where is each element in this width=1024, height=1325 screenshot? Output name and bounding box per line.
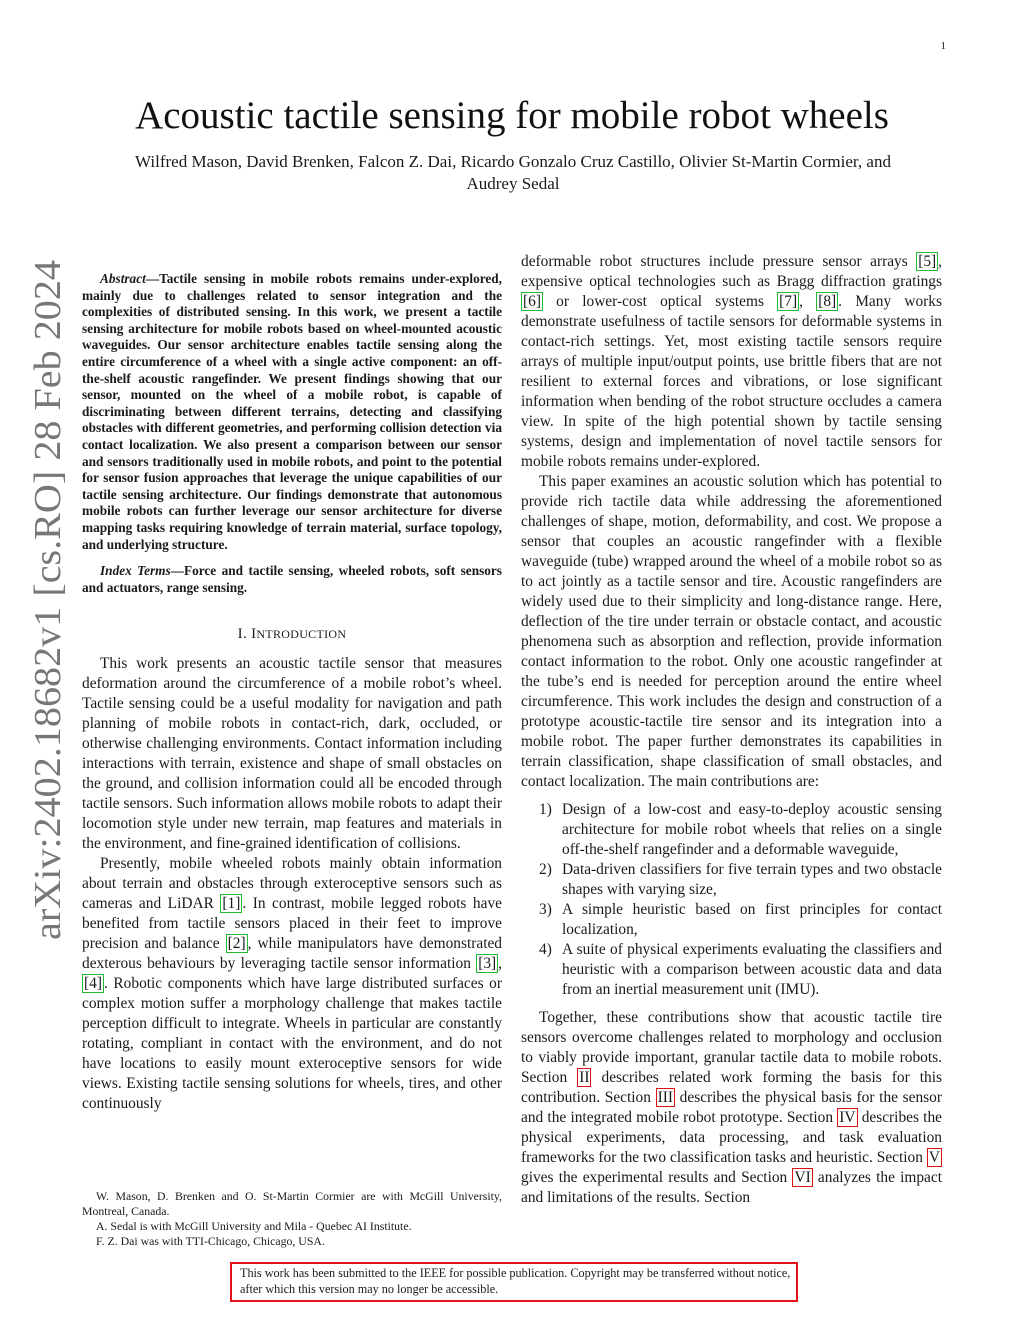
arxiv-stamp-text: arXiv:2402.18682v1 [cs.RO] 28 Feb 2024 (27, 296, 69, 940)
section-link[interactable]: VI (794, 1169, 811, 1186)
section-heading-introduction: I. INTRODUCTION (237, 626, 347, 643)
list-item: 4) A suite of physical experiments evaluating the classifiers and heuristic with a comparison between acoustic data and data from an inertial measurement unit (IMU). (539, 941, 942, 998)
abstract-text: —Tactile sensing in mobile robots remains under-explored, mainly due to challenges related to sensor integration and the complexities of distributed sensing. In this work, we present a tactile sensing architecture for mobile robots based on wheel-mounted acoustic waveguides. Our sensor architecture enables tactile sensing along the entire circumference of a wheel with a single active component: an off-the-shelf acoustic rangefinder. We present findings showing that our sensor, mounted on the wheel of a mobile robot, is capable of discriminating between different terrains, detecting and classifying obstacles with different geometries, and performing collision detection via contact localization. We also present a comparison between our sensor and sensors traditionally used in mobile robots, and point to the potential for sensor fusion approaches that leverage the unique capabilities of our tactile sensing architecture. Our findings demonstrate that autonomous mobile robots can further leverage our sensor architecture for diverse mapping tasks requiring knowledge of terrain material, surface topology, and underlying structure. (82, 271, 502, 552)
footnote: F. Z. Dai was with TTI-Chicago, Chicago, USA. (96, 1234, 325, 1248)
footnotes (82, 1189, 502, 1249)
arxiv-stamp (0, 255, 84, 945)
index-terms-text: —Force and tactile sensing, wheeled robots, soft sensors and actuators, range sensing. (82, 563, 502, 595)
section-link[interactable]: III (657, 1089, 673, 1106)
right-column (521, 252, 942, 1208)
list-item: 1) Design of a low-cost and easy-to-deploy acoustic sensing architecture for mobile robot wheels that relies on a single off-the-shelf rangefinder and a deformable waveguide, (539, 801, 942, 858)
citation-link[interactable]: [2] (227, 935, 246, 953)
index-terms (82, 563, 502, 596)
footnote: W. Mason, D. Brenken and O. St-Martin Cormier are with McGill University, Montreal, Canada. (82, 1189, 502, 1218)
citation-link[interactable]: [4] (84, 975, 102, 993)
citation-link[interactable]: [1] (222, 895, 241, 913)
page-number: 1 (940, 40, 946, 52)
intro-paragraph-1: This work presents an acoustic tactile sensor that measures deformation around the circumference of a mobile robot’s wheel. Tactile sensing could be a useful modality for navigation and path planning of mobile robots in contact-rich, dark, occluded, or otherwise challenging environments. Contact information including interactions with terrain, existence and shape of small obstacles on the ground, and collision information could all be encoded through tactile sensors. Such information allows mobile robots to adapt their locomotion style under new terrain, map features and materials in the environment, and fine-grained identification of collisions. (82, 655, 502, 853)
list-item: 2) Data-driven classifiers for five terrain types and two obstacle shapes with varying size, (539, 861, 942, 898)
intro-paragraph-2-continued: deformable robot structures include pressure sensor arrays [5] , expensive optical technologies such as Bragg diffraction gratings [6] or lower-cost optical systems [7] , [8] . Many works demonstrate usefulness of tactile sensors for deformable systems in contact-rich settings. Yet, most existing tactile sensors require arrays of multiple input/output points, use brittle fibers that are not resilient to external forces and vibrations, or lose significant information when bending of the robot structure occludes a camera view. In spite of the high potential shown by tactile sensing systems, design and implementation of novel tactile sensors for mobile robots remains under-explored. (521, 253, 942, 470)
citation-link[interactable]: [3] (478, 955, 497, 973)
intro-paragraph-3: This paper examines an acoustic solution which has potential to provide rich tactile data while addressing the aforementioned challenges of shape, motion, deformability, and cost. We propose a sensor that couples an acoustic rangefinder with a flexible waveguide (tube) wrapped around the wheel of a mobile robot so as to act jointly as a tactile sensor and tire. Acoustic rangefinders are widely used due to their simplicity and long-distance range. Here, deflection of the tire under terrain or obstacle contact, and acoustic phenomena such as absorption and reflection, provide information contact information to the robot. Only one acoustic rangefinder at the tube’s end is needed for perception around the entire wheel circumference. This work includes the design and construction of a prototype acoustic-tactile tire sensor and its integration into a mobile robot. The paper further demonstrates its capabilities in terrain classification, shape classification of small obstacles, and contact localization. The main contributions are: (521, 473, 942, 790)
author-list: Wilfred Mason, David Brenken, Falcon Z. Dai, Ricardo Gonzalo Cruz Castillo, Olivier St-Martin Cormier, and Audrey Sedal (135, 152, 891, 193)
left-column (82, 252, 502, 1114)
abstract-label: Abstract (100, 271, 146, 286)
paper-title: Acoustic tactile sensing for mobile robot wheels (135, 94, 889, 137)
abstract (82, 271, 502, 553)
section-link[interactable]: IV (839, 1109, 856, 1126)
citation-link[interactable]: [8] (818, 293, 837, 310)
intro-paragraph-2: Presently, mobile wheeled robots mainly obtain information about terrain and obstacles through exteroceptive sensors such as cameras and LiDAR [1] . In contrast, mobile legged robots have benefited from tactile sensors placed in their feet to improve precision and balance [2] , while manipulators have demonstrated dexterous behaviours by leveraging tactile sensor information [3] , [4] . Robotic components which have large distributed surfaces or complex motion suffer a morphology challenge that makes tactile perception difficult to integrate. Wheels in particular are constantly rotating, compliant in contact with the environment, and do not have locations to easily mount exteroceptive sensors for wide views. Existing tactile sensing solutions for wheels, tires, and other continuously (82, 855, 502, 1113)
section-link[interactable]: II (579, 1069, 590, 1086)
contribution-list (521, 800, 942, 1000)
index-terms-label: Index Terms (100, 563, 171, 579)
citation-link[interactable]: [6] (523, 293, 541, 310)
citation-link[interactable]: [5] (918, 253, 937, 270)
citation-link[interactable]: [7] (779, 293, 798, 310)
copyright-notice: This work has been submitted to the IEEE for possible publication. Copyright may be transferred without notice, after which this version may no longer be accessible. (230, 1262, 798, 1302)
intro-paragraph-4: Together, these contributions show that acoustic tactile tire sensors overcome challenges related to morphology and occlusion to viably provide important, granular tactile data to mobile robots. Section II describes related work forming the basis for this contribution. Section III describes the physical basis for the sensor and the integrated mobile robot prototype. Section IV describes the physical experiments, data processing, and task evaluation frameworks for the two classification tasks and heuristic. Section V gives the experimental results and Section VI analyzes the impact and limitations of the results. Section (521, 1009, 942, 1206)
section-link[interactable]: V (928, 1149, 940, 1166)
list-item: 3) A simple heuristic based on first principles for contact localization, (539, 901, 942, 938)
footnote: A. Sedal is with McGill University and Mila - Quebec AI Institute. (96, 1219, 412, 1233)
